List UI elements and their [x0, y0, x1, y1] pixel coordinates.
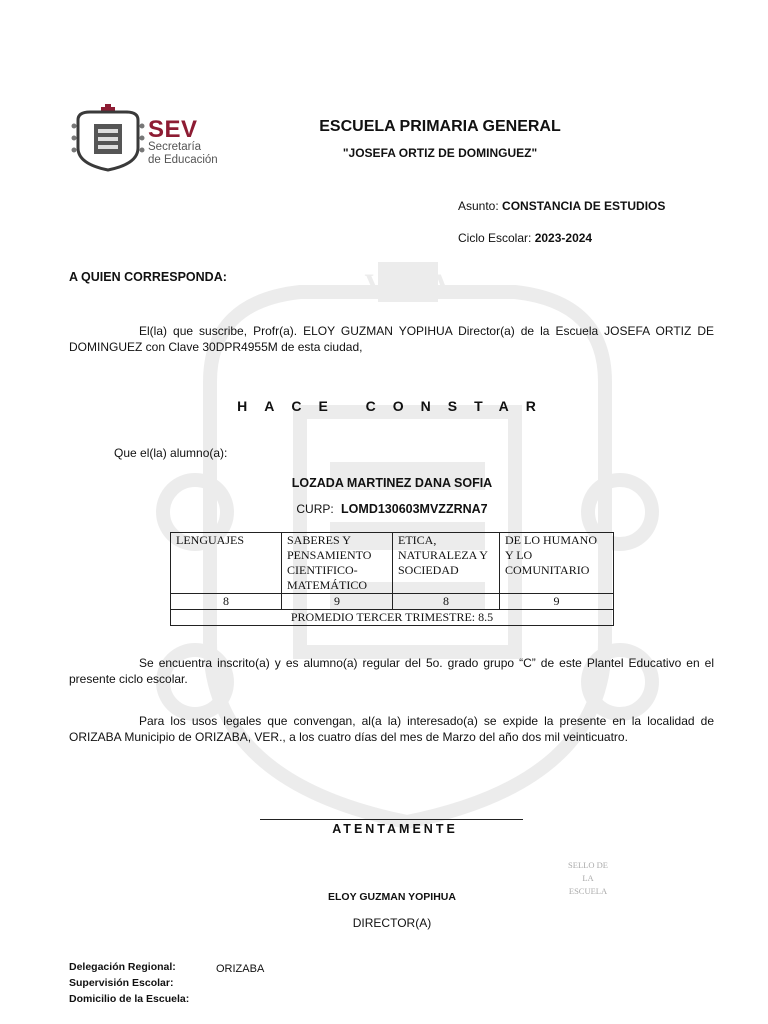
grade-value: 9: [500, 594, 614, 610]
delegation-label: Delegación Regional:: [69, 961, 176, 973]
school-title: ESCUELA PRIMARIA GENERAL: [319, 118, 561, 135]
atentamente-heading: ATENTAMENTE: [332, 822, 458, 836]
enrollment-paragraph: Se encuentra inscrito(a) y es alumno(a) regular del 5o. grado grupo “C” de este Plantel Educativo en el presente ciclo escolar.: [69, 656, 714, 686]
subject-label: Asunto:: [458, 199, 499, 213]
director-name: ELOY GUZMAN YOPIHUA: [328, 891, 456, 903]
school-name: "JOSEFA ORTIZ DE DOMINGUEZ": [342, 146, 538, 160]
grades-header-row: [171, 533, 614, 594]
grades-values-row: [171, 594, 614, 610]
subject-line: [458, 199, 665, 213]
logo-subtitle-line1: Secretaría: [148, 141, 202, 153]
cycle-line: [458, 231, 592, 245]
legal-paragraph: Para los usos legales que convengan, al(a la) interesado(a) se expide la presente en la localidad de ORIZABA Municipio de ORIZABA, VER., a los cuatro días del mes de Marzo del año dos mil veinticuatro.: [69, 714, 714, 744]
supervision-label: Supervisión Escolar:: [69, 977, 174, 989]
grades-header-cell: DE LO HUMANO Y LO COMUNITARIO: [500, 533, 614, 594]
grade-value: 9: [282, 594, 393, 610]
subject-value: CONSTANCIA DE ESTUDIOS: [502, 199, 666, 213]
cycle-label: Ciclo Escolar:: [458, 231, 532, 245]
cycle-value: 2023-2024: [534, 231, 593, 245]
seal-line3: ESCUELA: [568, 886, 608, 896]
seal-line2: LA: [582, 873, 594, 883]
logo-subtitle-line2: de Educación: [148, 154, 218, 166]
signature-line: [260, 819, 523, 820]
curp-value: LOMD130603MVZZRNA7: [341, 502, 488, 516]
delegation-value: ORIZABA: [216, 963, 265, 975]
grades-average: PROMEDIO TERCER TRIMESTRE: 8.5: [171, 610, 614, 626]
intro-paragraph: El(la) que suscribe, Profr(a). ELOY GUZMAN YOPIHUA Director(a) de la Escuela JOSEFA ORTIZ DE DOMINGUEZ con Clave 30DPR4955M de esta ciudad,: [69, 324, 714, 354]
logo-abbreviation: SEV: [148, 116, 198, 143]
grade-value: 8: [393, 594, 500, 610]
curp-line: [0, 502, 768, 516]
grade-value: 8: [171, 594, 282, 610]
watermark-text: VERA: [364, 268, 450, 301]
student-name: LOZADA MARTINEZ DANA SOFIA: [291, 476, 493, 490]
grades-table: [170, 532, 614, 626]
grades-header-cell: ETICA, NATURALEZA Y SOCIEDAD: [393, 533, 500, 594]
hace-constar-heading: HACE CONSTAR: [237, 398, 553, 414]
seal-line1: SELLO DE: [568, 860, 608, 870]
grades-average-row: [171, 610, 614, 626]
greeting: A QUIEN CORRESPONDA:: [69, 270, 227, 284]
grades-header-cell: LENGUAJES: [171, 533, 282, 594]
school-address-label: Domicilio de la Escuela:: [69, 993, 190, 1005]
grades-header-cell: SABERES Y PENSAMIENTO CIENTIFICO-MATEMÁTICO: [282, 533, 393, 594]
director-title: DIRECTOR(A): [352, 916, 432, 930]
student-intro: Que el(la) alumno(a):: [114, 446, 228, 460]
curp-label: CURP:: [296, 502, 334, 516]
